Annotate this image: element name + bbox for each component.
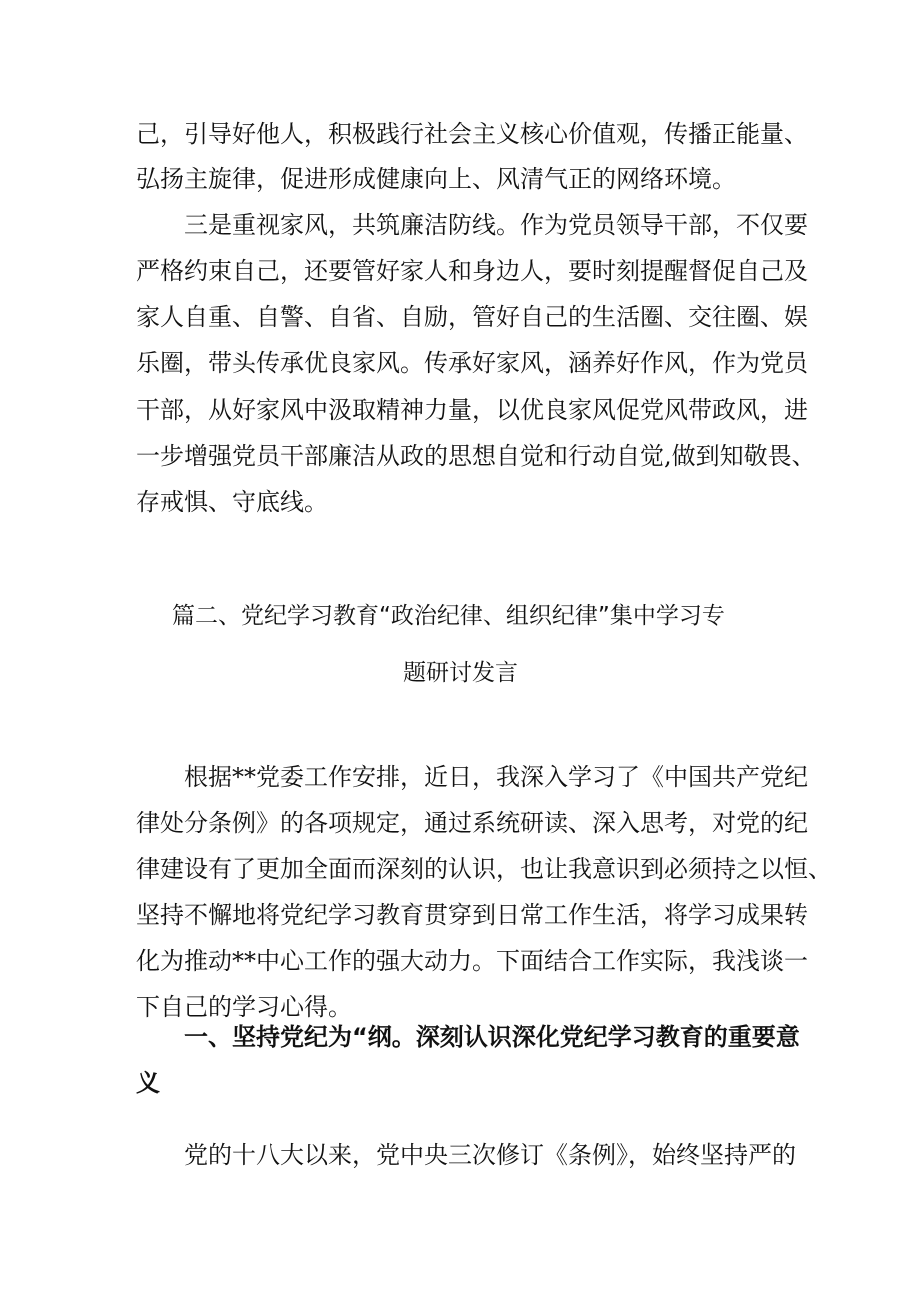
body-text-line: 根据**党委工作安排，近日，我深入学习了《中国共产党纪 [184, 763, 808, 791]
body-text-line: 下自己的学习心得。 [136, 993, 352, 1021]
body-text-line: 家人自重、自警、自省、自励，管好自己的生活圈、交往圈、娱 [136, 303, 808, 331]
article-title: 题研讨发言 [403, 660, 518, 686]
body-text-line: 律处分条例》的各项规定，通过系统研读、深入思考，对党的纪 [136, 809, 808, 837]
body-text-line: 弘扬主旋律，促进形成健康向上、风清气正的网络环境。 [136, 165, 736, 193]
body-text-line: 化为推动**中心工作的强大动力。下面结合工作实际，我浅谈一 [136, 947, 808, 975]
body-text-line: 坚持不懈地将党纪学习教育贯穿到日常工作生活，将学习成果转 [136, 901, 808, 929]
body-text-line: 律建设有了更加全面而深刻的认识，也让我意识到必须持之以恒、 [136, 855, 832, 883]
body-text-line: 党的十八大以来，党中央三次修订《条例》，始终坚持严的 [184, 1141, 796, 1169]
body-text-line: 存戒惧、守底线。 [136, 488, 328, 516]
body-text-line: 严格约束自己，还要管好家人和身边人，要时刻提醒督促自己及 [136, 257, 808, 285]
body-text-line: 干部，从好家风中汲取精神力量，以优良家风促党风带政风，进 [136, 396, 808, 424]
section-heading: 一、坚持党纪为“纲。深刻认识深化党纪学习教育的重要意 [184, 1023, 800, 1051]
article-title: 篇二、党纪学习教育“政治纪律、组织纪律”集中学习专 [172, 603, 725, 629]
body-text-line: 乐圈，带头传承优良家风。传承好家风，涵养好作风，作为党员 [136, 349, 808, 377]
body-text-line: 三是重视家风，共筑廉洁防线。作为党员领导干部，不仅要 [184, 211, 808, 239]
body-text-line: 己，引导好他人，积极践行社会主义核心价值观，传播正能量、 [136, 120, 808, 148]
body-text-line: 一步增强党员干部廉洁从政的思想自觉和行动自觉,做到知敬畏、 [136, 442, 816, 470]
section-heading: 义 [136, 1069, 160, 1097]
